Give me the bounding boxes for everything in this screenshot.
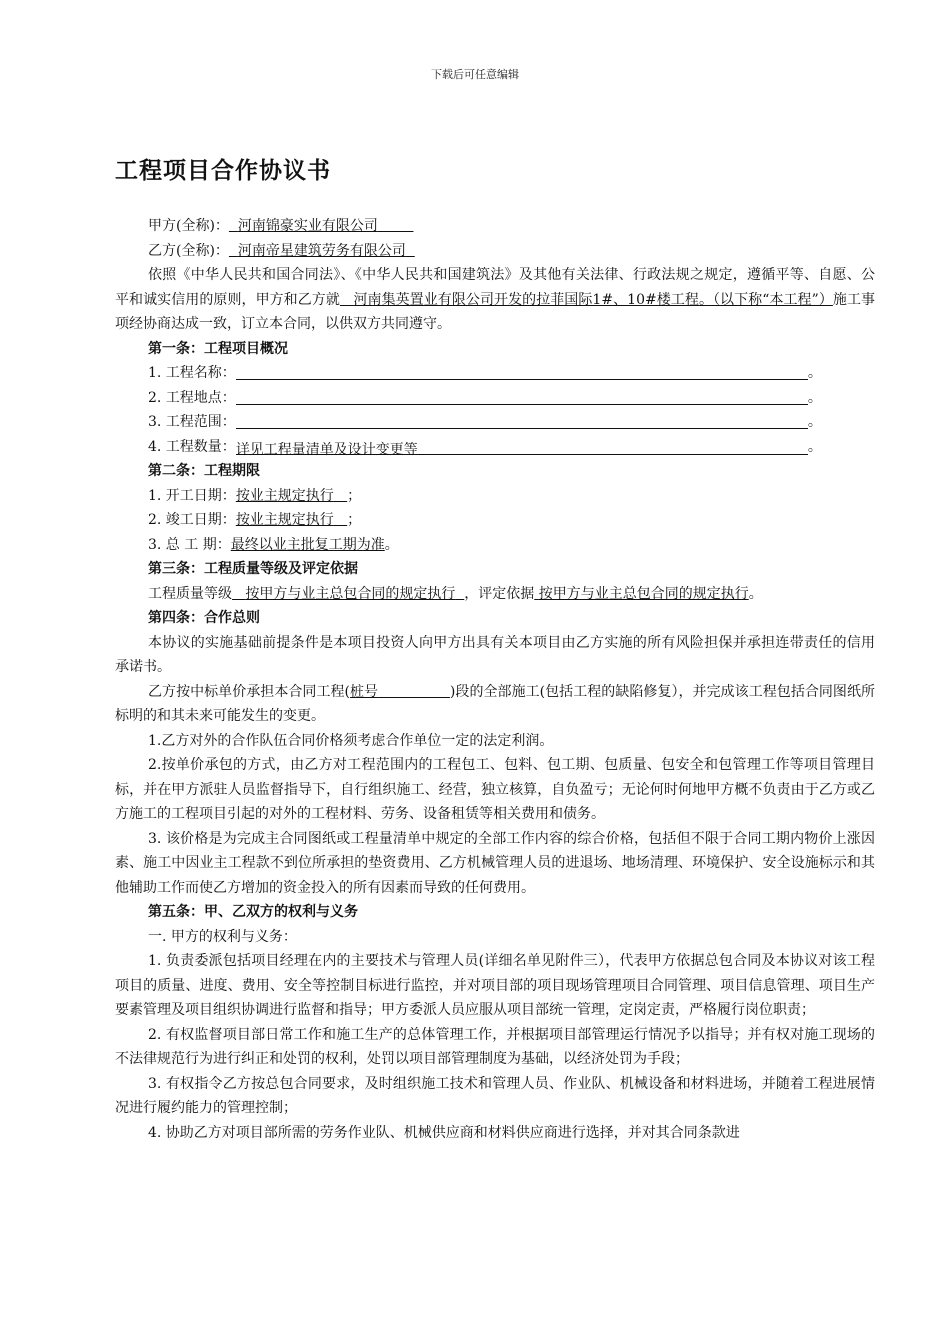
- s5-p1: 1. 负责委派包括项目经理在内的主要技术与管理人员(详细名单见附件三），代表甲方依据总包合同及本协议对该工程项目的质量、进度、费用、安全等控制目标进行监控，并对项目部的项目现场管理项目合同管理、项目信息管理、项目生产要素管理及项目组织协调进行监督和指导；甲方委派人员应服从项目部统一管理，定岗定责，严格履行岗位职责；: [115, 953, 875, 1018]
- document-title: 工程项目合作协议书: [115, 158, 331, 184]
- party-a-label: 甲方(全称)：: [148, 218, 229, 234]
- s1-item-3: 3. 工程范围： 。: [148, 414, 822, 430]
- section-4-heading: 第四条：合作总则: [148, 610, 260, 626]
- section-1-heading: 第一条：工程项目概况: [148, 340, 288, 357]
- s1-item-1: 1. 工程名称： 。: [148, 365, 822, 381]
- party-a-line: [115, 214, 875, 239]
- s4-p3: 1.乙方对外的合作队伍合同价格须考虑合作单位一定的法定利润。: [148, 732, 554, 749]
- s4-p5: 3. 该价格是为完成主合同图纸或工程量清单中规定的全部工作内容的综合价格，包括但不限于合同工期内物价上涨因素、施工中因业主工程款不到位所承担的垫资费用、乙方机械管理人员的进退场、地场清理、环境保护、安全设施标示和其他辅助工作而使乙方增加的资金投入的所有因素而导致的任何费用。: [115, 830, 875, 896]
- s4-p4: 2.按单价承包的方式，由乙方对工程范围内的工程包工、包料、包工期、包质量、包安全和包管理工作等项目管理目标，并在甲方派驻人员监督指导下，自行组织施工、经营，独立核算，自负盈亏；无论何时何地甲方概不负责由于乙方或乙方施工的工程项目引起的对外的工程材料、劳务、设备租赁等相关费用和债务。: [115, 757, 875, 822]
- s2-item-1-value: 按业主规定执行: [235, 487, 334, 504]
- s2-item-2-value: 按业主规定执行: [235, 512, 334, 528]
- s1-item-4-value: 详见工程量清单及设计变更等: [236, 438, 808, 455]
- s2-item-3-value: 最终以业主批复工期为准: [230, 536, 385, 553]
- party-b-line: [115, 239, 875, 264]
- intro-paragraph: 依照《中华人民共和国合同法》、《中华人民共和国建筑法》及其他有关法律、行政法规之规定，遵循平等、自愿、公平和诚实信用的原则，甲方和乙方就 河南集英置业有限公司开发的拉菲国际1#、10#楼工程。（以下称“本工程”）施工事项经协商达成一致，订立本合同，以供双方共同遵守。: [115, 267, 876, 332]
- s5-p3: 3. 有权指令乙方按总包合同要求，及时组织施工技术和管理人员、作业队、机械设备和材料进场，并随着工程进展情况进行履约能力的管理控制；: [115, 1075, 875, 1116]
- document-body: [115, 214, 875, 1145]
- s5-subheading: 一. 甲方的权利与义务：: [148, 928, 297, 945]
- section-5-heading: 第五条：甲、乙双方的权利与义务: [148, 904, 358, 920]
- s5-p4: 4. 协助乙方对项目部所需的劳务作业队、机械供应商和材料供应商进行选择，并对其合同条款进: [148, 1124, 740, 1141]
- section-2-heading: 第二条：工程期限: [148, 463, 260, 479]
- party-a-name: 河南锦豪实业有限公司: [237, 218, 378, 234]
- s1-item-4: 4. 工程数量：详见工程量清单及设计变更等 。: [148, 438, 822, 458]
- s5-p2: 2. 有权监督项目部日常工作和施工生产的总体管理工作，并根据项目部管理运行情况予以指导；并有权对施工现场的不法律规范行为进行纠正和处罚的权利，处罚以项目部管理制度为基础，以经济处罚为手段；: [115, 1026, 875, 1067]
- party-b-name: 河南帝星建筑劳务有限公司: [237, 242, 406, 259]
- s2-item-3: 3. 总 工 期：最终以业主批复工期为准。: [148, 536, 399, 553]
- s1-item-3-value: [236, 412, 808, 429]
- section-3-heading: 第三条：工程质量等级及评定依据: [148, 561, 358, 577]
- header-note: 下载后可任意编辑: [431, 68, 519, 81]
- s3-basis-value: 按甲方与业主总包合同的规定执行: [538, 585, 749, 602]
- s1-item-2: 2. 工程地点： 。: [148, 389, 822, 406]
- party-b-label: 乙方(全称)：: [148, 242, 229, 259]
- s4-p1: 本协议的实施基础前提条件是本项目投资人向甲方出具有关本项目由乙方实施的所有风险担保并承担连带责任的信用承诺书。: [115, 634, 875, 675]
- s3-paragraph: 工程质量等级 按甲方与业主总包合同的规定执行 ，评定依据 按甲方与业主总包合同的规定执行。: [148, 585, 763, 602]
- s2-item-2: 2. 竣工日期：按业主规定执行 ；: [148, 512, 362, 528]
- intro-project: 河南集英置业有限公司开发的拉菲国际1#、10#楼工程。（以下称“本工程”）: [353, 291, 833, 308]
- s1-item-1-value: [236, 363, 808, 380]
- s3-quality-value: 按甲方与业主总包合同的规定执行: [245, 585, 456, 602]
- s4-stake-blank: 桩号: [349, 683, 379, 700]
- s2-item-1: 1. 开工日期：按业主规定执行 ；: [148, 487, 362, 504]
- s4-p2: 乙方按中标单价承担本合同工程(桩号 )段的全部施工(包括工程的缺陷修复），并完成该工程包括合同图纸所标明的和其未来可能发生的变更。: [115, 683, 876, 724]
- s1-item-2-value: [236, 388, 808, 405]
